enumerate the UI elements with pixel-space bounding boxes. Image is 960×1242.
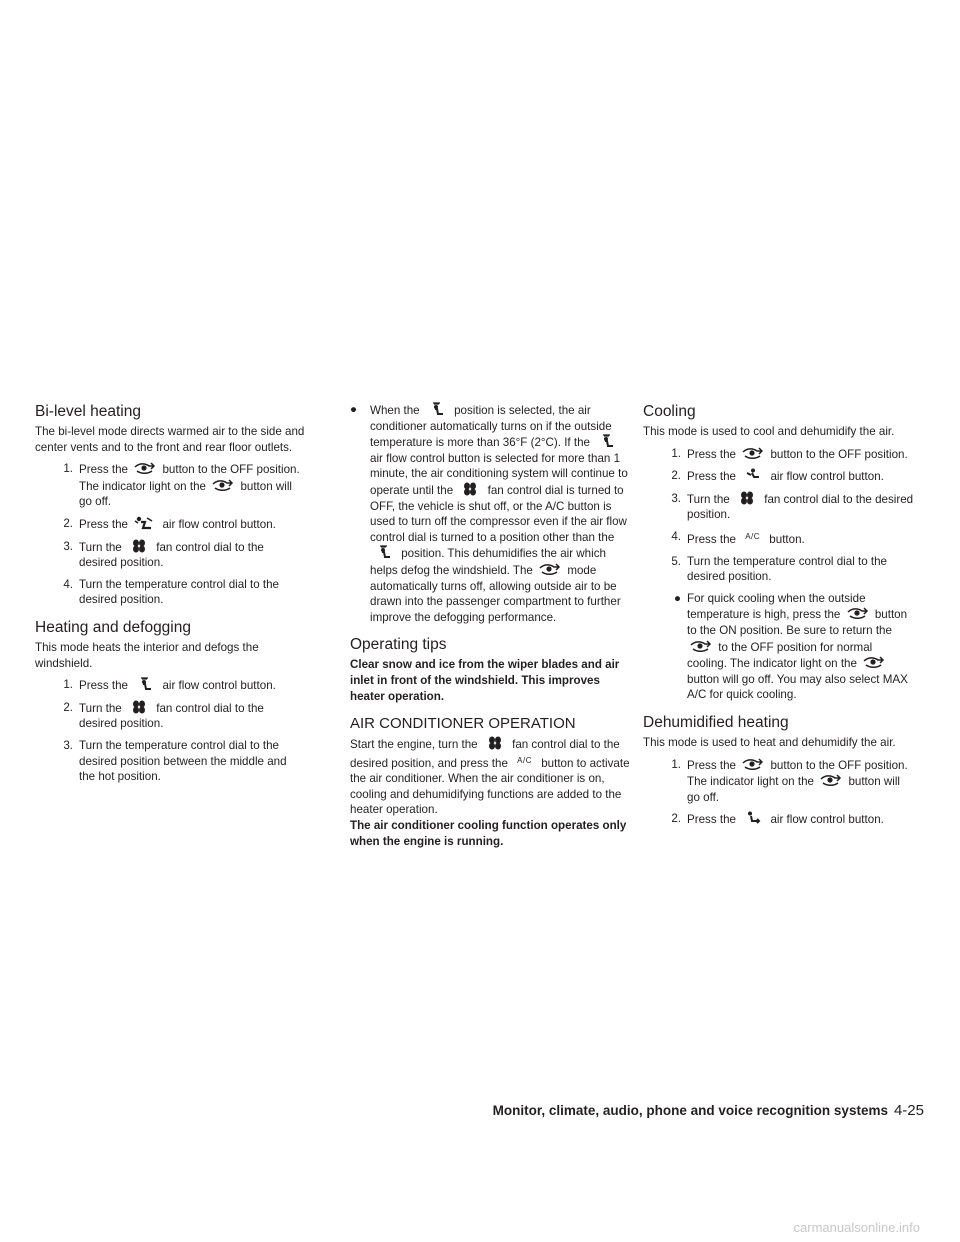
recirculation-icon: [741, 757, 765, 771]
heading-dehumidified: Dehumidified heating: [643, 713, 789, 731]
recirculation-icon: [741, 446, 765, 460]
heading-tips: Operating tips: [350, 636, 447, 654]
cooling-step-5: 5. Turn the temperature control dial to the desired position.: [671, 554, 887, 584]
defog-note: ● When the position is selected, the air conditioner automatically turns on if the outside temperature is more than 36°F (2°C). If the air flow control button is selected for more than 1 minute, the air conditioning system will continue to operate until the fan control dial is turned to OFF, the vehicle is shut off, or the A/C button is used to turn off the compressor even if the air flow control dial is turned to a position other than the position. This dehumidifies the air which helps defog the windshield. The mode automatically turns off, allowing outside air to be drawn into the passenger compartment to further improve the defogging performance.: [350, 403, 628, 624]
recirculation-icon: [689, 639, 713, 653]
heading-defog: Heating and defogging: [35, 618, 191, 636]
ac-button-icon: A/C: [517, 755, 532, 765]
fan-icon: [735, 491, 759, 505]
column-middle: [350, 402, 634, 849]
cooling-step-2: 2. Press the air flow control button.: [671, 469, 884, 484]
heading-bilevel: Bi-level heating: [35, 403, 141, 420]
defog-airflow-icon: [425, 402, 449, 416]
chapter-title: Monitor, climate, audio, phone and voice recognition systems: [492, 1103, 888, 1118]
dehum-step-1: 1. Press the button to the OFF position. The indicator light on the button will go off.: [671, 757, 908, 804]
bilevel-step-2: 2. Press the air flow control button.: [63, 516, 276, 531]
cooling-bullet: ● For quick cooling when the outside temperature is high, press the button to the ON position. Be sure to return the to the OFF position for normal cooling. The indicator light on the button will go off. You may also select MAX A/C for quick cooling.: [673, 591, 908, 702]
bilevel-intro: The bi-level mode directs warmed air to the side and center vents and to the front and rear floor outlets.: [35, 425, 305, 454]
recirculation-icon: [538, 562, 562, 576]
dehum-step-2: 2. Press the air flow control button.: [671, 812, 884, 827]
recirculation-icon: [862, 655, 886, 669]
defog-step-2: 2. Turn the fan control dial to the desired position.: [63, 700, 264, 731]
defog-airflow-icon: [372, 545, 396, 559]
bilevel-step-3: 3. Turn the fan control dial to the desired position.: [63, 539, 264, 570]
tips-text: Clear snow and ice from the wiper blades and air inlet in front of the windshield. This improves heater operation.: [350, 658, 620, 703]
defog-airflow-icon: [133, 677, 157, 691]
bilevel-step-4: 4. Turn the temperature control dial to the desired position.: [63, 577, 279, 607]
dehum-intro: This mode is used to heat and dehumidify the air.: [643, 735, 896, 749]
defog-step-1: 1. Press the air flow control button.: [63, 678, 276, 693]
fan-icon: [127, 539, 151, 553]
bilevel-airflow-icon: [133, 516, 157, 530]
defog-step-3: 3. Turn the temperature control dial to the desired position between the middle and the hot position.: [63, 738, 287, 784]
watermark: carmanualsonline.info: [793, 1220, 920, 1235]
vent-airflow-icon: [741, 468, 765, 482]
cooling-intro: This mode is used to cool and dehumidify the air.: [643, 425, 895, 438]
heading-ac-operation: AIR CONDITIONER OPERATION: [350, 715, 576, 733]
fan-icon: [458, 482, 482, 496]
ac-button-icon: A/C: [745, 531, 761, 541]
cooling-step-1: 1. Press the button to the OFF position.: [671, 446, 908, 461]
page-number: 4-25: [893, 1102, 924, 1119]
bilevel-step-1: 1. Press the button to the OFF position. The indicator light on the button will go off.: [63, 462, 300, 509]
cooling-step-3: 3. Turn the fan control dial to the desired position.: [671, 491, 914, 522]
cooling-step-4: 4. Press the A/C button.: [671, 529, 805, 546]
defog-airflow-icon: [595, 434, 619, 448]
floor-airflow-icon: [741, 811, 765, 825]
recirculation-icon: [846, 606, 870, 620]
column-right: [643, 402, 915, 828]
fan-icon: [483, 736, 507, 750]
page-footer: [493, 1102, 924, 1119]
ac-operation-note: The air conditioner cooling function operates only when the engine is running.: [350, 819, 627, 848]
recirculation-icon: [133, 461, 157, 475]
recirculation-icon: [819, 773, 843, 787]
recirculation-icon: [211, 478, 235, 492]
fan-icon: [127, 700, 151, 714]
ac-operation-text: Start the engine, turn the fan control dial to the desired position, and press the A/C button to activate the air conditioner. When the air conditioner is on, cooling and dehumidifying functions are added to the heater operation.: [350, 738, 630, 817]
column-left: [35, 402, 305, 785]
heading-cooling: Cooling: [643, 403, 696, 420]
defog-intro: This mode heats the interior and defogs the windshield.: [35, 640, 259, 670]
